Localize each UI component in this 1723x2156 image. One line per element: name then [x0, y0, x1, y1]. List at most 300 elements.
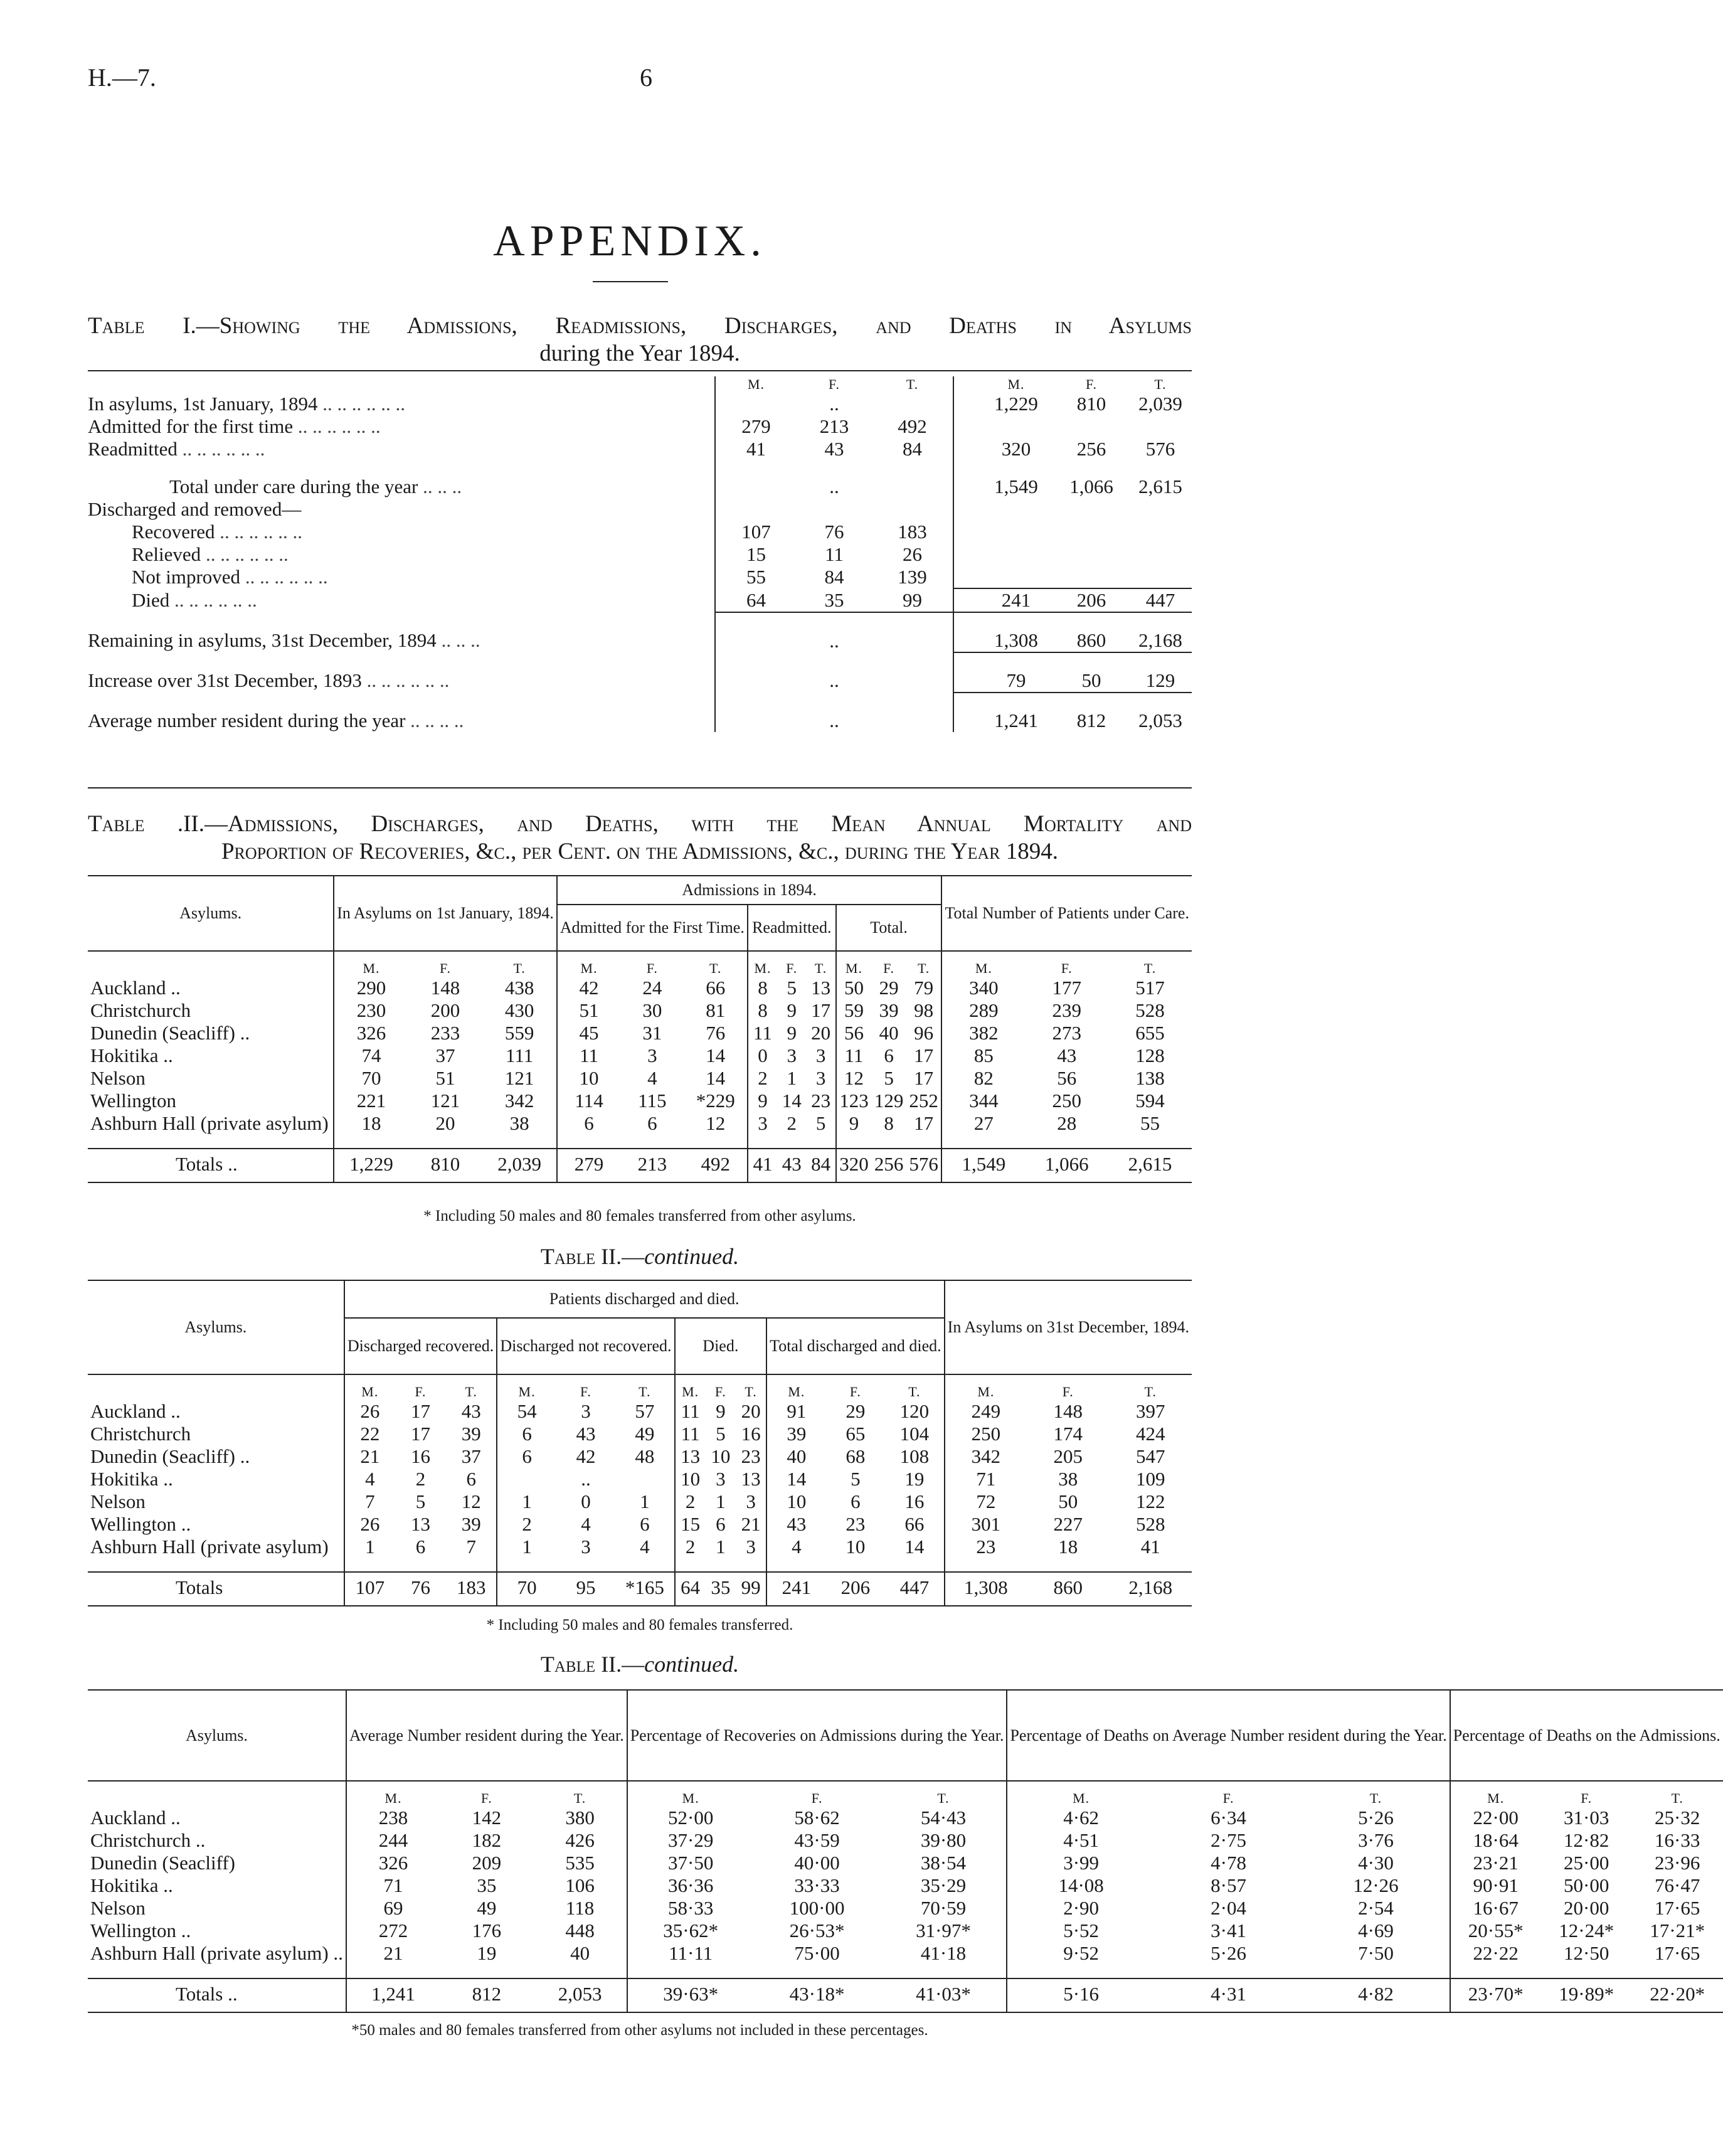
blank-cell	[953, 588, 978, 612]
value-cell: 6	[884, 1044, 894, 1066]
value-cell: 3·76	[1358, 1829, 1394, 1851]
value-cell: 183	[898, 521, 927, 543]
blank-cell	[88, 1965, 346, 1978]
value-cell: 209	[472, 1852, 502, 1874]
value-cell: 82	[941, 1067, 1025, 1090]
blank-cell	[440, 1965, 533, 1978]
unit-label: F.	[714, 1384, 726, 1399]
value-cell: 120	[899, 1400, 930, 1422]
asylum-name: Christchurch ..	[90, 1829, 206, 1851]
total-cell: 2,039	[497, 1153, 541, 1175]
value-cell: 25·32	[1655, 1807, 1700, 1829]
value-cell: 45	[557, 1022, 620, 1044]
value-cell: 3	[581, 1400, 591, 1422]
unit-label: T.	[573, 1790, 586, 1806]
blank-cell	[344, 1558, 395, 1572]
value-cell: 50	[1054, 652, 1129, 693]
table1-grid	[88, 376, 1192, 732]
value-cell: 70	[334, 1067, 408, 1090]
table1-row	[88, 498, 1192, 521]
table-row	[88, 1920, 1723, 1942]
value-cell: 38	[509, 1112, 529, 1134]
row-label: In asylums, 1st January, 1894	[88, 393, 318, 415]
value-cell: 12·24*	[1559, 1920, 1614, 1941]
value-cell: 20·55*	[1450, 1920, 1541, 1942]
table1-row	[88, 693, 1192, 732]
value-cell: 31·03	[1564, 1807, 1609, 1829]
asylum-name: Ashburn Hall (private asylum)	[90, 1536, 329, 1558]
table-row	[88, 1090, 1192, 1112]
blank-cell	[88, 1135, 334, 1149]
value-cell: 4·78	[1211, 1852, 1246, 1874]
value-cell: 36·36	[627, 1874, 754, 1897]
total-cell: 4·31	[1211, 1983, 1246, 2005]
value-cell: 39	[461, 1423, 481, 1445]
value-cell	[978, 543, 1054, 566]
value-cell: 52·00	[627, 1807, 754, 1829]
value-cell: 17·65	[1655, 1897, 1700, 1919]
value-cell: 2,168	[1129, 612, 1192, 652]
value-cell: 205	[1053, 1445, 1083, 1467]
value-cell	[1129, 566, 1192, 588]
blank-cell	[945, 1558, 1027, 1572]
value-cell: 35	[797, 588, 872, 612]
table-row	[88, 1445, 1192, 1468]
value-cell: 5	[851, 1468, 861, 1490]
value-cell: 15	[675, 1513, 706, 1536]
unit-label: M.	[346, 1781, 440, 1807]
value-cell: 43	[824, 438, 844, 460]
value-cell: 99	[872, 588, 953, 612]
value-cell: 76	[824, 521, 844, 543]
value-cell: 5	[787, 977, 797, 999]
value-cell: 10	[557, 1067, 620, 1090]
unit-label: T.	[1154, 376, 1167, 392]
value-cell: 22·00	[1450, 1807, 1541, 1829]
table3-header-row1	[88, 1280, 1192, 1318]
blank-cell	[346, 1965, 440, 1978]
value-cell: 233	[430, 1022, 460, 1044]
value-cell: 114	[557, 1090, 620, 1112]
value-cell: 51	[435, 1067, 455, 1089]
value-cell: 54	[497, 1400, 556, 1423]
total-cell: 43·18*	[789, 1983, 845, 2005]
value-cell: 64	[715, 588, 797, 612]
total-cell: 576	[909, 1153, 938, 1175]
value-cell: 4	[766, 1536, 826, 1558]
value-cell: 326	[334, 1022, 408, 1044]
value-cell	[1054, 566, 1129, 588]
blank-cell	[881, 1965, 1007, 1978]
value-cell: 6	[497, 1423, 556, 1445]
blank-cell	[1108, 1135, 1192, 1149]
value-cell	[872, 393, 953, 415]
value-cell: 14·08	[1007, 1874, 1154, 1897]
value-cell: 3	[746, 1536, 756, 1558]
value-cell: 1	[787, 1067, 797, 1089]
table-row	[88, 1468, 1192, 1490]
value-cell: 84	[903, 438, 922, 460]
value-cell: 5·52	[1007, 1920, 1154, 1942]
row-label: Not improved	[132, 566, 241, 588]
value-cell: 517	[1135, 977, 1165, 999]
value-cell: 69	[346, 1897, 440, 1920]
value-cell: 0	[581, 1490, 591, 1512]
value-cell: 23	[945, 1536, 1027, 1558]
unit-label: T.	[465, 1384, 477, 1399]
totals-label: Totals ..	[176, 1153, 238, 1175]
table2	[88, 875, 1192, 1183]
blank-cell	[836, 1135, 872, 1149]
spacer-row	[88, 1965, 1723, 1978]
value-cell: 5	[884, 1067, 894, 1089]
col-head-not-recovered: Discharged not recovered.	[497, 1318, 674, 1374]
blank-cell	[953, 543, 978, 566]
value-cell: 3	[716, 1468, 726, 1490]
asylum-name: Hokitika ..	[90, 1874, 173, 1896]
table1-top-rule	[88, 370, 1192, 371]
unit-label: M.	[1007, 1781, 1154, 1807]
total-cell: 1,308	[945, 1572, 1027, 1606]
value-cell: 547	[1136, 1445, 1165, 1467]
value-cell: 256	[1076, 438, 1106, 460]
value-cell: 342	[945, 1445, 1027, 1468]
value-cell: 40	[570, 1942, 590, 1964]
value-cell: 6	[640, 1513, 650, 1535]
value-cell: 6	[647, 1112, 657, 1134]
unit-label: T.	[709, 960, 722, 976]
totals-label: Totals ..	[176, 1983, 238, 2005]
total-cell: 1,549	[941, 1149, 1025, 1182]
leader-dots: .. .. .. .. .. ..	[177, 438, 265, 460]
unit-label: F.	[849, 1384, 861, 1399]
value-cell: 1,066	[1069, 475, 1113, 497]
asylum-name: Nelson	[90, 1897, 146, 1919]
value-cell: 7·50	[1358, 1942, 1394, 1964]
table1-row	[88, 521, 1192, 543]
unit-label: M.	[766, 1374, 826, 1400]
value-cell: 38	[1058, 1468, 1078, 1490]
value-cell: 6	[497, 1445, 556, 1468]
table1-row	[88, 588, 1192, 612]
table-row	[88, 1022, 1192, 1044]
row-label: Admitted for the first time	[88, 415, 294, 437]
value-cell: 128	[1135, 1044, 1165, 1066]
value-cell: 122	[1136, 1490, 1165, 1512]
blank-cell	[1450, 1965, 1541, 1978]
value-cell: 7	[344, 1490, 395, 1513]
table1-caption-line1: Table I.—Showing the Admissions, Readmissions, Discharges, and Deaths in Asylums	[88, 313, 1192, 339]
value-cell: 49	[477, 1897, 497, 1919]
unit-label: T.	[513, 960, 526, 976]
blank-cell	[953, 521, 978, 543]
value-cell: 49	[635, 1423, 655, 1445]
value-cell: 4·51	[1007, 1829, 1154, 1852]
value-cell: 1	[497, 1490, 556, 1513]
value-cell: 10	[711, 1445, 731, 1467]
asylum-name: Dunedin (Seacliff)	[90, 1852, 235, 1874]
value-cell: 111	[506, 1044, 534, 1066]
value-cell: 2	[675, 1536, 706, 1558]
blank-cell	[736, 1558, 766, 1572]
value-cell: 142	[472, 1807, 502, 1829]
blank-cell	[777, 1135, 806, 1149]
value-cell	[1129, 543, 1192, 566]
value-cell: 4	[581, 1513, 591, 1535]
blank-cell	[1110, 1558, 1192, 1572]
col-head-pct-recoveries: Percentage of Recoveries on Admissions during the Year.	[627, 1690, 1007, 1781]
value-cell: 19	[904, 1468, 925, 1490]
value-cell: 1	[344, 1536, 395, 1558]
value-cell: 559	[504, 1022, 534, 1044]
blank-cell	[557, 1135, 620, 1149]
value-cell: 382	[941, 1022, 1025, 1044]
table-row	[88, 999, 1192, 1022]
table-row	[88, 977, 1192, 999]
col-head-in-asylums-dec: In Asylums on 31st December, 1894.	[945, 1280, 1192, 1374]
blank-cell	[1007, 1965, 1154, 1978]
table1-unit-header	[88, 376, 1192, 393]
unit-label: F.	[811, 1790, 823, 1806]
value-cell: 40	[879, 1022, 899, 1044]
blank-cell	[88, 951, 334, 977]
value-cell: 13	[411, 1513, 431, 1535]
value-cell	[715, 498, 797, 521]
blank-cell	[395, 1558, 446, 1572]
value-cell: 129	[874, 1090, 904, 1112]
value-cell	[715, 693, 797, 732]
value-cell: 1,549	[994, 475, 1038, 497]
value-cell: 576	[1145, 438, 1175, 460]
total-cell: 95	[576, 1576, 596, 1598]
value-cell: 15	[715, 543, 797, 566]
value-cell: 1	[716, 1536, 726, 1558]
value-cell	[1054, 415, 1129, 438]
value-cell: 12	[461, 1490, 481, 1512]
value-cell: 10	[675, 1468, 706, 1490]
value-cell: 1,229	[994, 393, 1038, 415]
asylum-name: Auckland ..	[90, 1400, 181, 1422]
total-cell: 64	[675, 1572, 706, 1606]
total-cell: 19·89*	[1559, 1983, 1614, 2005]
unit-label: T.	[639, 1384, 651, 1399]
unit-label: T.	[1143, 960, 1157, 976]
blank-cell	[953, 566, 978, 588]
value-cell: 9	[787, 1022, 797, 1044]
blank-cell	[627, 1965, 754, 1978]
page-title: APPENDIX.	[493, 217, 766, 265]
table-row	[88, 1400, 1192, 1423]
unit-label: M.	[334, 951, 408, 977]
value-cell: 6	[716, 1513, 726, 1535]
value-cell: 594	[1135, 1090, 1165, 1112]
asylum-name: Hokitika ..	[90, 1468, 173, 1490]
value-cell: 424	[1136, 1423, 1165, 1445]
unit-label: T.	[1144, 1384, 1157, 1399]
unit-label: M.	[1450, 1781, 1541, 1807]
value-cell: 17	[914, 1067, 934, 1089]
blank-cell	[556, 1558, 615, 1572]
value-cell: 65	[846, 1423, 866, 1445]
value-cell: 2,615	[1138, 475, 1182, 497]
subtitle-continued: continued.	[644, 1652, 740, 1677]
t3-unit-header	[88, 1374, 1192, 1400]
unit-label: F.	[1086, 376, 1097, 392]
value-cell: 35·29	[920, 1874, 967, 1896]
subtitle-prefix: Table II.—	[540, 1244, 645, 1269]
table-row	[88, 1807, 1723, 1829]
unit-label: F.	[829, 376, 840, 392]
asylum-name: Nelson	[90, 1490, 146, 1512]
blank-cell	[620, 1135, 684, 1149]
total-cell: 2,168	[1128, 1576, 1173, 1598]
value-cell: 289	[941, 999, 1025, 1022]
blank-cell	[953, 498, 978, 521]
value-cell: 70·59	[920, 1897, 967, 1919]
value-cell: 426	[565, 1829, 595, 1851]
col-head-discharged-recovered: Discharged recovered.	[344, 1318, 497, 1374]
value-cell	[715, 652, 797, 693]
value-cell	[1129, 498, 1192, 521]
row-label: Increase over 31st December, 1893	[88, 669, 362, 691]
value-cell: 249	[945, 1400, 1027, 1423]
value-cell: 2	[787, 1112, 797, 1134]
total-cell: 1,066	[1044, 1153, 1089, 1175]
value-cell: 5	[815, 1112, 826, 1134]
unit-label: F.	[1061, 960, 1073, 976]
value-cell: 22·22	[1450, 1942, 1541, 1965]
row-label: Died	[132, 589, 170, 611]
value-cell: 17·21*	[1650, 1920, 1705, 1941]
value-cell: 21	[344, 1445, 395, 1468]
value-cell: 7	[466, 1536, 476, 1558]
value-cell: 50	[1058, 1490, 1078, 1512]
value-cell: 72	[945, 1490, 1027, 1513]
value-cell: 41·18	[920, 1942, 967, 1964]
row-label: Relieved	[132, 543, 201, 565]
leader-dots: .. .. .. .. .. ..	[317, 393, 406, 415]
col-head-pct-deaths-resident: Percentage of Deaths on Average Number resident during the Year.	[1007, 1690, 1450, 1781]
blank-cell	[885, 1558, 945, 1572]
table2-caption-line2: Proportion of Recoveries, &c., per Cent. on the Admissions, &c., during the Year 1894.	[221, 839, 1059, 864]
value-cell: 17	[811, 999, 831, 1021]
table-row	[88, 1536, 1192, 1558]
value-cell: 1,308	[978, 612, 1054, 652]
value-cell: 56	[836, 1022, 872, 1044]
value-cell: 76	[706, 1022, 726, 1044]
value-cell: 24	[642, 977, 662, 999]
value-cell: 50	[836, 977, 872, 999]
value-cell: 20	[741, 1400, 761, 1422]
unit-label: F.	[480, 1790, 492, 1806]
value-cell: 39	[461, 1513, 481, 1535]
col-head-average-resident: Average Number resident during the Year.	[346, 1690, 627, 1781]
value-cell: 16·33	[1655, 1829, 1700, 1851]
total-cell: 183	[456, 1576, 486, 1598]
unit-label: M.	[715, 376, 797, 393]
value-cell: 9	[716, 1400, 726, 1422]
value-cell: 26	[344, 1513, 395, 1536]
unit-label: F.	[1222, 1790, 1234, 1806]
value-cell: 71	[346, 1874, 440, 1897]
value-cell: 250	[1052, 1090, 1081, 1112]
total-cell: 2,053	[558, 1983, 602, 2005]
value-cell: 109	[1136, 1468, 1165, 1490]
value-cell: 57	[635, 1400, 655, 1422]
value-cell: 29	[879, 977, 899, 999]
table-row	[88, 1044, 1192, 1067]
blank-cell	[953, 376, 978, 393]
total-cell: 810	[430, 1153, 460, 1175]
value-cell: 4·69	[1358, 1920, 1394, 1941]
blank-cell	[754, 1965, 881, 1978]
value-cell: 3	[748, 1112, 777, 1135]
value-cell: 8·57	[1211, 1874, 1246, 1896]
value-cell: 4	[640, 1536, 650, 1558]
total-cell: 320	[836, 1149, 872, 1182]
value-cell: 1	[640, 1490, 650, 1512]
unit-label: M.	[675, 1374, 706, 1400]
value-cell: 5	[716, 1423, 726, 1445]
table1-row	[88, 460, 1192, 498]
unit-label: M.	[497, 1374, 556, 1400]
value-cell: 106	[565, 1874, 595, 1896]
blank-cell	[1027, 1558, 1109, 1572]
value-cell: 4·62	[1007, 1807, 1154, 1829]
value-cell: 8	[884, 1112, 894, 1134]
value-cell: 96	[914, 1022, 934, 1044]
value-cell: 23·96	[1655, 1852, 1700, 1874]
value-cell: 54·43	[920, 1807, 967, 1829]
value-cell: 23·21	[1450, 1852, 1541, 1874]
value-cell: 43	[461, 1400, 481, 1422]
unit-label: T.	[745, 1384, 757, 1399]
col-head-total-discharged: Total discharged and died.	[766, 1318, 945, 1374]
unit-label: M.	[945, 1374, 1027, 1400]
value-cell: 5·26	[1358, 1807, 1394, 1829]
asylum-name: Wellington	[90, 1090, 176, 1112]
value-cell: 2·54	[1358, 1897, 1394, 1919]
total-cell: 70	[497, 1572, 556, 1606]
subtitle-prefix: Table II.—	[540, 1652, 645, 1677]
value-cell: 123	[836, 1090, 872, 1112]
value-cell: 85	[941, 1044, 1025, 1067]
value-cell: 74	[334, 1044, 408, 1067]
value-cell: 18·64	[1450, 1829, 1541, 1852]
value-cell	[715, 393, 797, 415]
total-cell: 1,241	[346, 1978, 440, 2012]
value-cell	[872, 498, 953, 521]
value-cell: 121	[504, 1067, 534, 1089]
unit-label: T.	[917, 960, 930, 976]
value-cell: 252	[909, 1090, 938, 1112]
row-label: Average number resident during the year	[88, 709, 406, 731]
value-cell: 3	[581, 1536, 591, 1558]
value-cell: 66	[904, 1513, 925, 1535]
totals-row	[88, 1572, 1192, 1606]
value-cell: 79	[914, 977, 934, 999]
unit-label: M.	[1007, 376, 1025, 392]
value-cell: 51	[557, 999, 620, 1022]
asylum-name: Ashburn Hall (private asylum) ..	[90, 1942, 343, 1964]
value-cell: 3·41	[1211, 1920, 1246, 1941]
value-cell: 227	[1053, 1513, 1083, 1535]
table4-header-row	[88, 1690, 1723, 1781]
total-cell: 99	[741, 1576, 761, 1598]
blank-cell	[953, 438, 978, 460]
value-cell	[978, 566, 1054, 588]
value-cell: 344	[941, 1090, 1025, 1112]
